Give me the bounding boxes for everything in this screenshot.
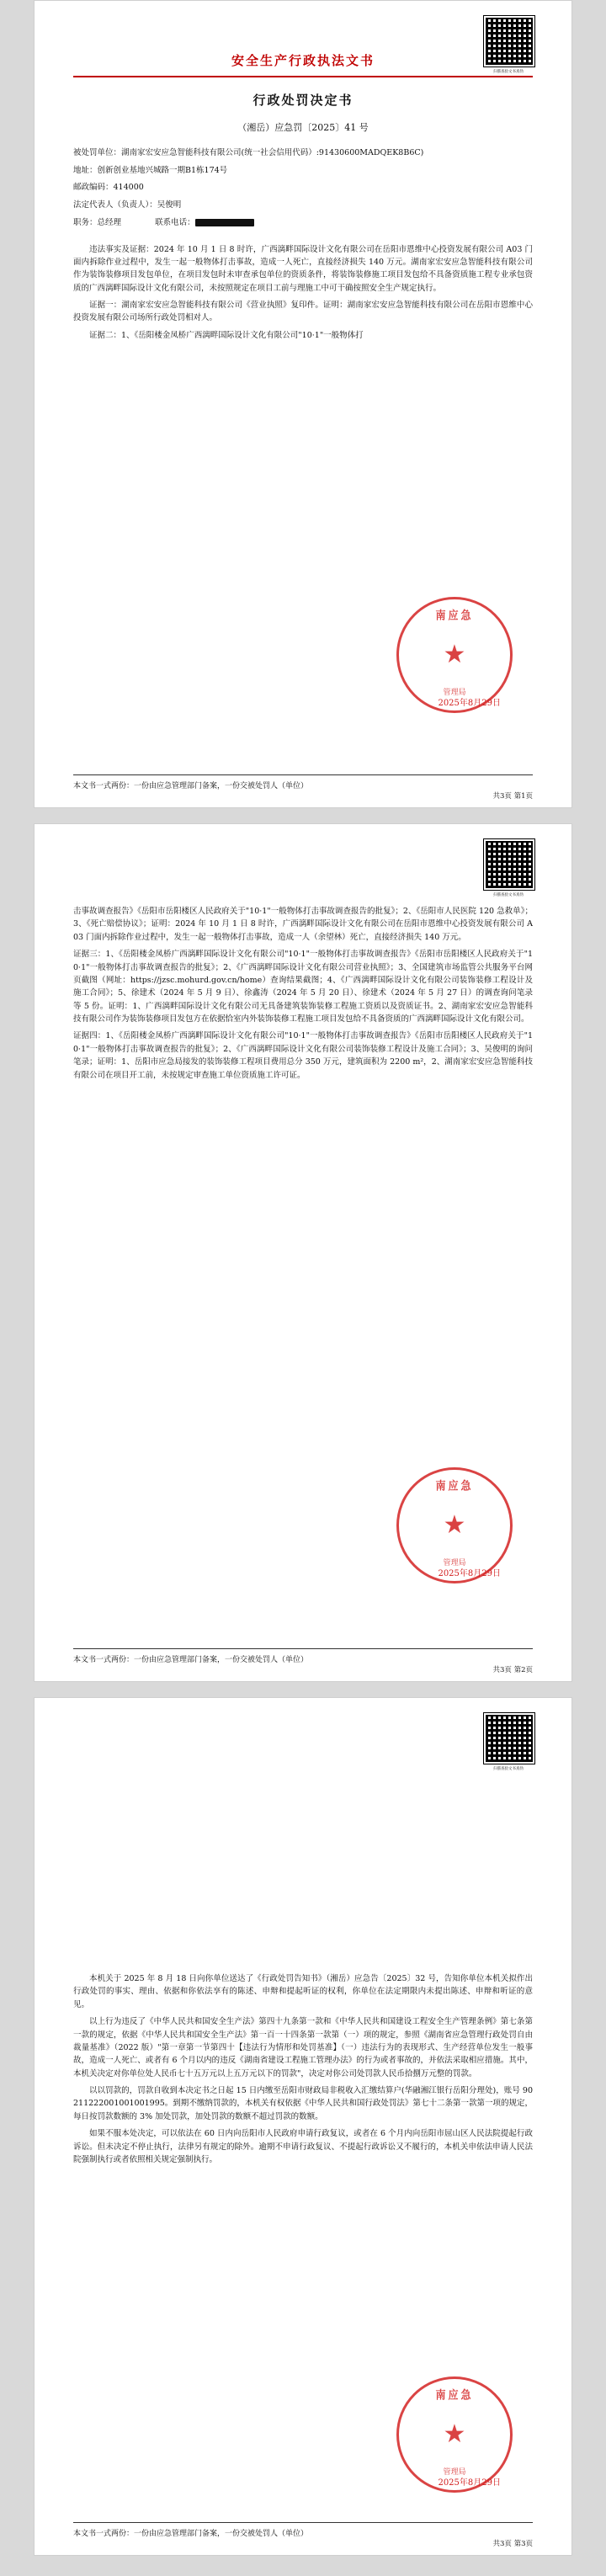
address-value: 创新创业基地兴城路一期B1栋174号 bbox=[97, 165, 228, 175]
title-divider bbox=[73, 76, 533, 77]
seal-star-icon: ★ bbox=[443, 2419, 466, 2449]
page-number: 共3页 第1页 bbox=[492, 792, 533, 801]
party-label: 被处罚单位： bbox=[73, 148, 122, 157]
document-number: （湘岳）应急罚〔2025〕41 号 bbox=[237, 122, 369, 133]
page1-paragraph-3: 证据二：1、《岳阳楼金凤桥广西漓畔国际设计文化有限公司"10·1"一般物体打 bbox=[89, 330, 364, 340]
footer-divider bbox=[73, 774, 533, 775]
document-page-2 bbox=[34, 823, 572, 1682]
page2-paragraph-3: 证据四：1、《岳阳楼金凤桥广西漓畔国际设计文化有限公司"10·1"一般物体打击事故调查报告》《岳阳市岳阳楼区人民政府关于"10·1"一般物体打击事故调查报告的批复》；2、《广西漓畔国际设计文化有限公司装饰装修工程设计及施工合同》；3、吴俊明的询问笔录；证明：1、岳阳市应急局接发的装饰装修工程项目费用总分 350 万元，建筑面积为 2200 m²，2、湖南家宏安应急智能科技有限公司在项目开工前，未按规定审查施工单位资质施工许可证。 bbox=[73, 1031, 533, 1080]
page3-paragraph-3: 以以罚款的，罚款自收到本决定书之日起 15 日内缴至岳阳市财政局非税收入汇缴结算户(华融湘江银行岳阳分理处)，账号 90211222001001001995。到期不缴纳罚款的，本机关有权依据《中华人民共和国行政处罚法》第七十二条第一款第一项的规定，每日按罚款数额的 3% 加处罚款，加处罚款的数额不超过罚款的数额。 bbox=[73, 2086, 533, 2121]
document-title: 行政处罚决定书 bbox=[252, 93, 354, 108]
seal-sub-text: 管理局 bbox=[443, 2468, 466, 2477]
party-field bbox=[73, 147, 533, 160]
footer-divider bbox=[73, 2522, 533, 2523]
footer-note: 本文书一式两份：一份由应急管理部门备案，一份交被处罚人（单位） bbox=[73, 2530, 309, 2538]
qr-caption: 扫描查验文书真伪 bbox=[492, 1766, 524, 1771]
seal-arc-text: 南应急 bbox=[435, 609, 474, 623]
page-footer bbox=[73, 774, 533, 801]
party-value: 湖南家宏安应急智能科技有限公司(统一社会信用代码）:91430600MADQEK8B6C) bbox=[121, 148, 424, 157]
seal-date: 2025年8月29日 bbox=[438, 2478, 501, 2488]
header-spacer bbox=[73, 846, 533, 905]
page2-paragraph-1: 击事故调查报告》《岳阳市岳阳楼区人民政府关于"10·1"一般物体打击事故调查报告的批复》；2、《岳阳市人民医院 120 急救单》；3、《死亡赔偿协议》；证明：2024 年 10 月 1 日 8 时许，广西漓畔国际设计文化有限公司在岳阳市恩维中心投资发展有限公司 A03 门面内拆除作业过程中，发生一起一般物体打击事故，造成一人（余望林）死亡，直接经济损失 140 万元。 bbox=[73, 907, 533, 942]
postcode-field bbox=[73, 182, 533, 194]
page-number: 共3页 第3页 bbox=[492, 2540, 533, 2548]
legal-rep-field bbox=[73, 200, 533, 212]
page1-paragraph-2: 证据一：湖南家宏安应急智能科技有限公司《营业执照》复印件。证明：湖南家宏安应急智能科技有限公司在岳阳市恩维中心投资发展有限公司场所行政处罚相对人。 bbox=[73, 301, 533, 323]
qr-code-block bbox=[484, 839, 533, 897]
page-number: 共3页 第2页 bbox=[492, 1666, 533, 1674]
qr-code-block bbox=[484, 16, 533, 74]
position-value: 总经理 bbox=[97, 217, 122, 227]
seal-star-icon: ★ bbox=[443, 1510, 466, 1540]
page1-paragraph-1: 违法事实及证据：2024 年 10 月 1 日 8 时许，广西漓畔国际设计文化有限公司在岳阳市恩维中心投资发展有限公司 A03 门面内拆除作业过程中，发生一起一般物体打击事故，造成一人死亡，直接经济损失 140 万元。湖南家宏安应急智能科技有限公司作为装饰装修项目发包单位，在项目发包时未审查承包单位的资质条件，将装饰装修施工项目发包给不具备资质施工程专业承包资质的广西漓畔国际设计文化有限公司，未按照规定在项目工前与理施工中可干确按照安全生产规定执行。 bbox=[73, 244, 533, 293]
seal-arc-text: 南应急 bbox=[435, 2388, 474, 2403]
postcode-value: 414000 bbox=[113, 183, 144, 193]
page-title: 安全生产行政执法文书 bbox=[231, 53, 375, 68]
document-page-1 bbox=[34, 0, 572, 808]
qr-caption: 扫描查验文书真伪 bbox=[492, 892, 524, 897]
legal-rep-label: 法定代表人（负责人）： bbox=[73, 200, 157, 210]
phone-value-redacted bbox=[195, 219, 254, 226]
document-page-3 bbox=[34, 1697, 572, 2556]
page-footer bbox=[73, 2522, 533, 2548]
header-spacer bbox=[73, 1720, 533, 1972]
seal-sub-text: 管理局 bbox=[443, 689, 466, 697]
qr-code-block bbox=[484, 1713, 533, 1771]
footer-note: 本文书一式两份：一份由应急管理部门备案，一份交被处罚人（单位） bbox=[73, 1656, 309, 1664]
phone-label: 联系电话： bbox=[155, 217, 195, 227]
seal-date: 2025年8月29日 bbox=[438, 699, 501, 708]
seal-date: 2025年8月29日 bbox=[438, 1569, 501, 1578]
page3-paragraph-2: 以上行为违反了《中华人民共和国安全生产法》第四十九条第一款和《中华人民共和国建设工程安全生产管理条例》第七条第一款的规定，依据《中华人民共和国安全生产法》第一百一十四条第一款第（一）项的规定，参照《湖南省应急管理行政处罚自由裁量基准》（2022 版）"第一章第一节第四十【违法行为情形和处罚基准】（一）违法行为的表现形式、生产经营单位发生一般事故，造成一人死亡、或者有 6 个月以内的违反《湖南省建设工程施工管理办法》的行为或者事故的，并依法采取相应措施。其中，本机关决定对你单位处人民币七十五万元以上五万元以下的罚款"，决定对你公司处罚款人民币拾捌万元整的罚款。 bbox=[73, 2017, 533, 2078]
qr-caption: 扫描查验文书真伪 bbox=[492, 69, 524, 74]
footer-note: 本文书一式两份：一份由应急管理部门备案，一份交被处罚人（单位） bbox=[73, 782, 309, 790]
section-spacer bbox=[73, 235, 533, 243]
address-field bbox=[73, 165, 533, 178]
seal-arc-text: 南应急 bbox=[435, 1479, 474, 1493]
address-label: 地址： bbox=[73, 165, 98, 175]
page3-paragraph-4: 如果不服本处决定，可以依法在 60 日内向岳阳市人民政府申请行政复议，或者在 6 个月内向岳阳市屈山区人民法院提起行政诉讼。但未决定不停止执行，法律另有规定的除外。逾期不申请行政复议、不提起行政诉讼又不履行的，本机关申依法申请人民法院强制执行或者依照相关规定强制执行。 bbox=[73, 2129, 533, 2164]
page2-paragraph-2: 证据三：1、《岳阳楼金凤桥广西漓畔国际设计文化有限公司"10·1"一般物体打击事故调查报告》《岳阳市岳阳楼区人民政府关于"10·1"一般物体打击事故调查报告的批复》；2、《广西漓畔国际设计文化有限公司营业执照》；3、全国建筑市场监管公共服务平台网页截图（网址：https://jzsc.mohurd.gov.cn/home）查询结果截图；4、《广西漓畔国际设计文化有限公司装饰装修工程设计及施工合同》；5、徐建术（2024 年 5 月 9 日）、徐鑫涛（2024 年 5 月 20 日）、徐建术（2024 年 5 月 27 日）的调查询问笔录等 5 份。证明：1、广西漓畔国际设计文化有限公司无具备建筑装饰装修工程施工资质以及资质证书。2、湖南家宏安应急智能科技有限公司作为装饰装修项目发包方在依据恰室内外装饰装修工程施工项目发包给不具备资质的广西漓畔国际设计文化有限公司。 bbox=[73, 950, 533, 1024]
postcode-label: 邮政编码： bbox=[73, 183, 114, 193]
position-phone-field bbox=[73, 217, 533, 230]
seal-star-icon: ★ bbox=[443, 640, 466, 669]
position-label: 职务： bbox=[73, 217, 98, 227]
footer-divider bbox=[73, 1648, 533, 1649]
legal-rep-value: 吴俊明 bbox=[157, 200, 182, 210]
qr-code-icon bbox=[484, 839, 534, 890]
page-footer bbox=[73, 1648, 533, 1674]
qr-code-icon bbox=[484, 16, 534, 67]
qr-code-icon bbox=[484, 1713, 534, 1764]
page3-paragraph-1: 本机关于 2025 年 8 月 18 日向你单位送达了《行政处罚告知书》（湘岳）应急告〔2025〕32 号，告知你单位本机关拟作出行政处罚的事实、理由、依据和你依法享有的陈述、申辩和提起听证的权利，你单位在法定期限内未提出陈述、申辩和听证的意见。 bbox=[73, 1974, 533, 2009]
seal-sub-text: 管理局 bbox=[443, 1559, 466, 1567]
